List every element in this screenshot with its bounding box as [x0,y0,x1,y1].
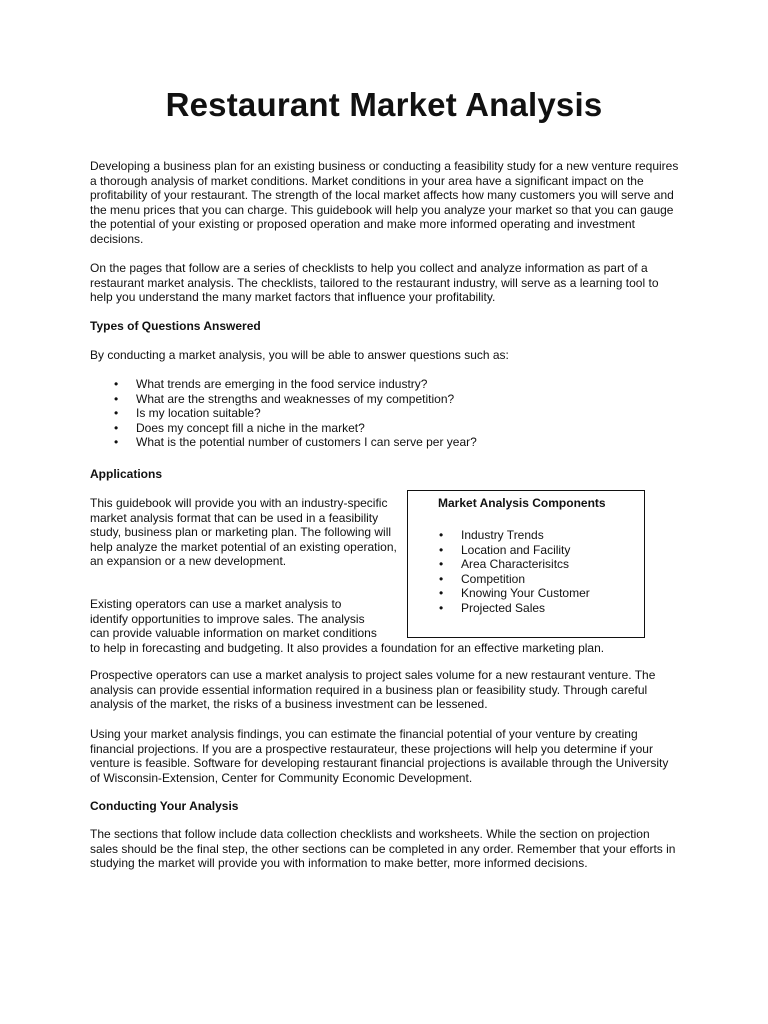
conducting-heading: Conducting Your Analysis [90,799,239,813]
components-list [408,528,590,616]
paragraph-line: identify opportunities to improve sales. The analysis [90,611,365,626]
list-item: • What is the potential number of customers I can serve per year? [90,435,680,450]
document-title: Restaurant Market Analysis [165,86,603,123]
components-box-title: Market Analysis Components [438,496,606,510]
applications-heading: Applications [90,467,163,481]
applications-paragraph-3: Prospective operators can use a market analysis to project sales volume for a new restaurant venture. The analysis can provide essential information required in a business plan or feasibility study. Through careful analysis of the market, the risks of a business investment can be lessened. [90,668,656,712]
list-item: • Is my location suitable? [90,406,680,421]
paragraph-line: Existing operators can use a market analysis to [90,597,342,611]
paragraph-line: can provide valuable information on market conditions [90,626,377,641]
paragraph-line: to help in forecasting and budgeting. It also provides a foundation for an effective marketing plan. [90,640,605,655]
applications-paragraph-4: Using your market analysis findings, you can estimate the financial potential of your venture by creating financial projections. If you are a prospective restaurateur, these projections will help you determine if your venture is feasible. Software for developing restaurant financial projections is available through the University of Wisconsin-Extension, Center for Community Economic Development. [90,727,669,785]
list-item: • Competition [408,572,590,587]
list-item: • Knowing Your Customer [408,586,590,601]
types-heading: Types of Questions Answered [90,319,261,333]
list-item: • What are the strengths and weaknesses of my competition? [90,392,680,407]
list-item: • Industry Trends [408,528,590,543]
list-item: • What trends are emerging in the food service industry? [90,377,680,392]
list-item: • Does my concept fill a niche in the market? [90,421,680,436]
intro-paragraph-1: Developing a business plan for an existing business or conducting a feasibility study for a new venture requires a thorough analysis of market conditions. Market conditions in your area have a significant impact on the profitability of your restaurant. The strength of the local market affects how many customers you will serve and the menu prices that you can charge. This guidebook will help you analyze your market so that you can gauge the potential of your existing or proposed operation and make more informed operating and investment decisions. [90,159,679,246]
list-item: • Projected Sales [408,601,590,616]
components-box [407,490,645,638]
conducting-paragraph: The sections that follow include data collection checklists and worksheets. While the section on projection sales should be the final step, the other sections can be completed in any order. Remember that your efforts in studying the market will provide you with information to make better, more informed decisions. [90,827,676,871]
types-lead: By conducting a market analysis, you will be able to answer questions such as: [90,348,509,362]
list-item: • Area Characterisitcs [408,557,590,572]
applications-paragraph-1: This guidebook will provide you with an industry-specific market analysis format that can be used in a feasibility study, business plan or marketing plan. The following will help analyze the market potential of an existing operation, an expansion or a new development. [90,496,397,569]
intro-paragraph-2: On the pages that follow are a series of checklists to help you collect and analyze information as part of a restaurant market analysis. The checklists, tailored to the restaurant industry, will serve as a learning tool to help you understand the many market factors that influence your profitability. [90,261,659,305]
list-item: • Location and Facility [408,543,590,558]
questions-list [90,377,680,450]
